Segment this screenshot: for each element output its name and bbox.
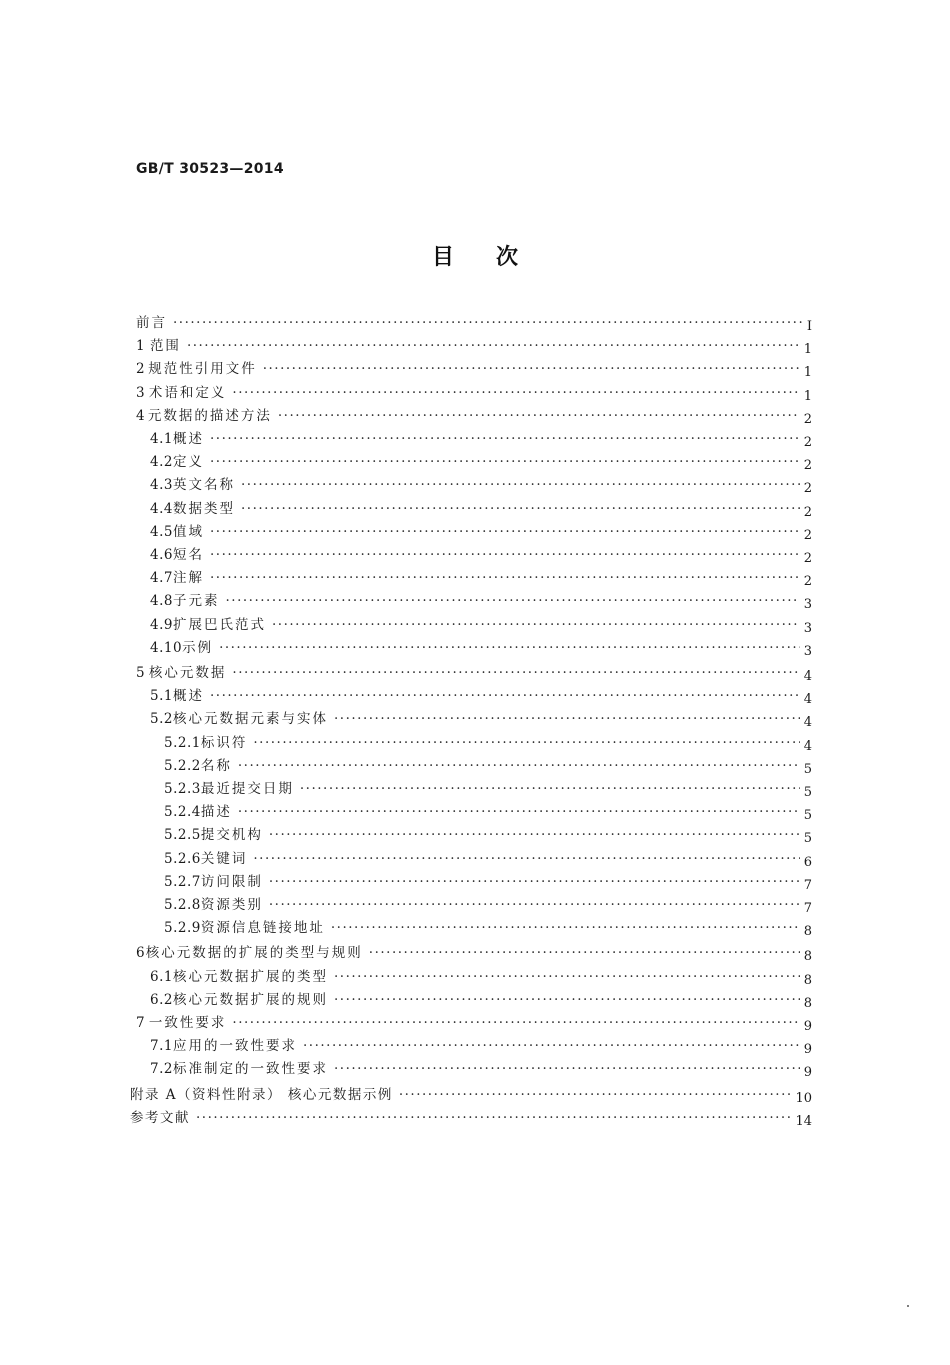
toc-entry-number: 4.10 <box>150 639 183 656</box>
toc-entry-number: 6.1 <box>150 968 173 985</box>
toc-entry-number: 4.4 <box>150 500 173 517</box>
toc-entry-page: 2 <box>803 574 812 590</box>
toc-entry-label: 值域 <box>172 523 204 540</box>
toc-entry-number: 5.2.7 <box>164 873 201 890</box>
toc-entry[interactable] <box>136 383 812 403</box>
toc-entry-page: 8 <box>803 972 812 988</box>
toc-entry[interactable] <box>150 709 812 729</box>
toc-entry-page: 2 <box>803 481 812 497</box>
toc-entry-number: 4.2 <box>150 454 173 471</box>
toc-entry-page: 1 <box>803 342 812 358</box>
toc-leader-dots <box>173 313 803 333</box>
toc-entry[interactable] <box>150 1036 812 1056</box>
toc-entry-page: 4 <box>803 738 812 754</box>
toc-entry-number: 6 <box>136 945 146 962</box>
toc-entry-label: 元数据的描述方法 <box>147 407 272 424</box>
toc-entry[interactable] <box>150 1059 812 1079</box>
toc-entry-number: 7.1 <box>150 1038 173 1055</box>
toc-entry-page: 4 <box>803 715 812 731</box>
toc-entry-page: 5 <box>803 831 812 847</box>
toc-entry-page: 9 <box>803 1042 812 1058</box>
toc-leader-dots <box>238 756 800 776</box>
toc-leader-dots <box>232 383 799 403</box>
toc-entry-label: 示例 <box>182 639 214 656</box>
scan-speck <box>907 1305 909 1307</box>
toc-entry-number: 5.2.1 <box>164 734 201 751</box>
toc-entry-page: 1 <box>803 365 812 381</box>
toc-leader-dots <box>399 1085 792 1105</box>
toc-entry-page: 2 <box>803 458 812 474</box>
toc-leader-dots <box>334 1059 800 1079</box>
toc-entry-label: 核心元数据的扩展的类型与规则 <box>145 945 363 962</box>
toc-entry-number: 7.2 <box>150 1061 173 1078</box>
toc-entry-label: 核心元数据扩展的规则 <box>172 991 328 1008</box>
toc-leader-dots <box>334 967 800 987</box>
toc-entry-label: 定义 <box>172 454 204 471</box>
toc-entry-label: 最近提交日期 <box>200 781 294 797</box>
toc-entry[interactable] <box>136 663 812 683</box>
toc-entry[interactable] <box>164 825 812 845</box>
toc-entry-page: 2 <box>803 504 812 520</box>
toc-leader-dots <box>232 663 799 683</box>
toc-leader-dots <box>303 1036 800 1056</box>
toc-entry[interactable] <box>130 1108 812 1128</box>
toc-leader-dots <box>334 709 800 729</box>
toc-entry-label: 概述 <box>172 688 204 705</box>
toc-entry-page: 6 <box>803 854 812 870</box>
toc-entry-page: 3 <box>803 597 812 613</box>
toc-entry[interactable] <box>150 990 812 1010</box>
toc-entry-number: 4.7 <box>150 570 173 587</box>
toc-entry-number: 4.9 <box>150 616 173 633</box>
toc-entry-page: 2 <box>803 435 812 450</box>
toc-leader-dots <box>232 1013 799 1033</box>
toc-entry-label: 核心元数据 <box>148 665 227 681</box>
toc-entry-label: 短名 <box>172 547 204 563</box>
toc-entry-page: 2 <box>803 411 812 427</box>
toc-entry-page: 4 <box>803 669 812 684</box>
toc-entry-label: 应用的一致性要求 <box>172 1038 297 1055</box>
toc-entry-number: 1 <box>136 338 146 355</box>
toc-entry-page: 5 <box>803 785 812 800</box>
toc-entry-number: 5.1 <box>150 688 173 705</box>
toc-entry-label: 参考文献 <box>130 1109 190 1126</box>
toc-entry[interactable] <box>150 545 812 565</box>
toc-entry[interactable] <box>164 779 812 799</box>
toc-entry[interactable] <box>164 918 812 938</box>
toc-entry-page: 7 <box>803 877 812 893</box>
toc-entry[interactable] <box>150 429 812 449</box>
toc-leader-dots <box>219 638 800 658</box>
toc-entry[interactable] <box>136 406 812 426</box>
toc-entry[interactable] <box>164 895 812 915</box>
toc-entry-label: 英文名称 <box>172 477 235 494</box>
toc-entry-number: 5 <box>136 665 146 681</box>
toc-entry-number: 4.8 <box>150 593 173 610</box>
toc-entry-page: 8 <box>803 924 812 940</box>
toc-leader-dots <box>210 429 800 449</box>
toc-entry-label: 关键词 <box>200 850 248 867</box>
toc-entry-label: 资源信息链接地址 <box>200 920 325 937</box>
toc-entry-label: 范围 <box>149 338 181 355</box>
toc-entry-page: 2 <box>803 551 812 566</box>
toc-entry-label: 扩展巴氏范式 <box>172 616 266 633</box>
toc-entry[interactable] <box>164 849 812 869</box>
toc-leader-dots <box>300 779 800 799</box>
toc-leader-dots <box>269 872 800 892</box>
toc-leader-dots <box>263 359 800 379</box>
toc-leader-dots <box>196 1108 791 1128</box>
toc-entry[interactable] <box>150 568 812 588</box>
toc-leader-dots <box>269 825 800 845</box>
toc-entry-label: 标识符 <box>200 734 248 751</box>
toc-entry-page: 5 <box>803 808 812 824</box>
toc-leader-dots <box>334 990 800 1010</box>
toc-entry-number: 4.5 <box>150 523 173 540</box>
toc-entry[interactable] <box>136 336 812 356</box>
toc-entry-number: 5.2.8 <box>164 897 201 913</box>
toc-entry-page: 7 <box>803 901 812 916</box>
toc-entry-page: 9 <box>803 1019 812 1034</box>
toc-entry[interactable] <box>150 475 812 495</box>
toc-entry[interactable] <box>164 733 812 753</box>
toc-entry-label: 核心元数据扩展的类型 <box>172 968 328 985</box>
toc-entry-page: 8 <box>803 995 812 1011</box>
toc-entry-page: 8 <box>803 949 812 965</box>
toc-entry-number: 4.6 <box>150 547 173 563</box>
toc-entry-page: 14 <box>795 1113 812 1129</box>
document-code: GB/T 30523—2014 <box>136 161 284 177</box>
toc-entry-number: 5.2.9 <box>164 920 201 937</box>
toc-leader-dots <box>187 336 800 356</box>
toc-entry-number: 7 <box>136 1015 146 1031</box>
toc-entry-number: 4.1 <box>150 431 173 447</box>
toc-entry-page: 10 <box>795 1090 812 1106</box>
toc-entry-page: 1 <box>803 388 812 404</box>
toc-entry-number: 5.2.4 <box>164 804 201 821</box>
toc-entry[interactable] <box>164 756 812 776</box>
toc-entry-page: 2 <box>803 527 812 543</box>
toc-entry[interactable] <box>150 452 812 472</box>
toc-entry-label: 数据类型 <box>172 500 235 517</box>
toc-entry-number: 3 <box>136 384 146 401</box>
toc-leader-dots <box>241 499 800 519</box>
toc-leader-dots <box>210 522 800 542</box>
toc-entry-page: I <box>806 319 812 334</box>
toc-leader-dots <box>369 943 800 963</box>
toc-entry-label: 一致性要求 <box>148 1015 227 1031</box>
toc-entry-number: 4 <box>136 407 146 424</box>
toc-entry[interactable] <box>136 1013 812 1033</box>
toc-entry-page: 9 <box>803 1065 812 1081</box>
toc-entry[interactable] <box>150 522 812 542</box>
toc-entry-label: 标准制定的一致性要求 <box>172 1061 328 1078</box>
toc-entry[interactable] <box>150 686 812 706</box>
toc-entry[interactable] <box>164 802 812 822</box>
toc-entry-label: 注解 <box>172 570 204 587</box>
toc-entry[interactable] <box>164 872 812 892</box>
toc-leader-dots <box>210 452 800 472</box>
toc-entry-number: 6.2 <box>150 991 173 1008</box>
toc-leader-dots <box>269 895 800 915</box>
toc-leader-dots <box>278 406 800 426</box>
toc-entry-number: 5.2 <box>150 711 173 728</box>
toc-entry[interactable] <box>130 1085 812 1105</box>
toc-entry[interactable] <box>150 499 812 519</box>
toc-entry-label: 提交机构 <box>200 827 263 844</box>
toc-entry[interactable] <box>136 943 812 963</box>
toc-leader-dots <box>241 475 800 495</box>
toc-title: 目次 <box>431 245 560 270</box>
toc-leader-dots <box>210 686 800 706</box>
toc-entry-label: 规范性引用文件 <box>148 361 257 378</box>
toc-entry-page: 3 <box>803 643 812 659</box>
toc-entry-label: 描述 <box>200 804 232 821</box>
toc-entry-label: 名称 <box>200 757 232 774</box>
toc-entry[interactable] <box>150 638 812 658</box>
toc-entry-label: 附录 A（资料性附录） 核心元数据示例 <box>130 1086 393 1103</box>
toc-leader-dots <box>225 591 799 611</box>
toc-entry[interactable] <box>150 967 812 987</box>
toc-leader-dots <box>253 733 799 753</box>
toc-entry-page: 3 <box>803 620 812 636</box>
toc-leader-dots <box>253 849 799 869</box>
toc-leader-dots <box>210 568 800 588</box>
toc-entry[interactable] <box>136 359 812 379</box>
toc-entry[interactable] <box>136 313 812 333</box>
toc-entry-number: 2 <box>136 361 146 378</box>
toc-entry-number: 5.2.5 <box>164 827 201 844</box>
toc-entry-label: 前言 <box>136 315 167 331</box>
toc-entry-label: 访问限制 <box>200 873 263 890</box>
toc-entry-label: 核心元数据元素与实体 <box>172 711 328 728</box>
toc-entry-label: 子元素 <box>172 593 220 610</box>
toc-leader-dots <box>272 615 800 635</box>
toc-leader-dots <box>210 545 800 565</box>
toc-leader-dots <box>238 802 800 822</box>
toc-entry-label: 概述 <box>172 431 204 447</box>
toc-entry-page: 4 <box>803 692 812 708</box>
toc-entry[interactable] <box>150 615 812 635</box>
toc-entry-page: 5 <box>803 761 812 777</box>
toc-entry-number: 5.2.6 <box>164 850 201 867</box>
toc-entry-number: 5.2.3 <box>164 781 201 797</box>
toc-entry-label: 资源类别 <box>200 897 263 913</box>
toc-leader-dots <box>331 918 800 938</box>
toc-entry-label: 术语和定义 <box>148 384 227 401</box>
toc-entry[interactable] <box>150 591 812 611</box>
toc-entry-number: 5.2.2 <box>164 757 201 774</box>
toc-entry-number: 4.3 <box>150 477 173 494</box>
